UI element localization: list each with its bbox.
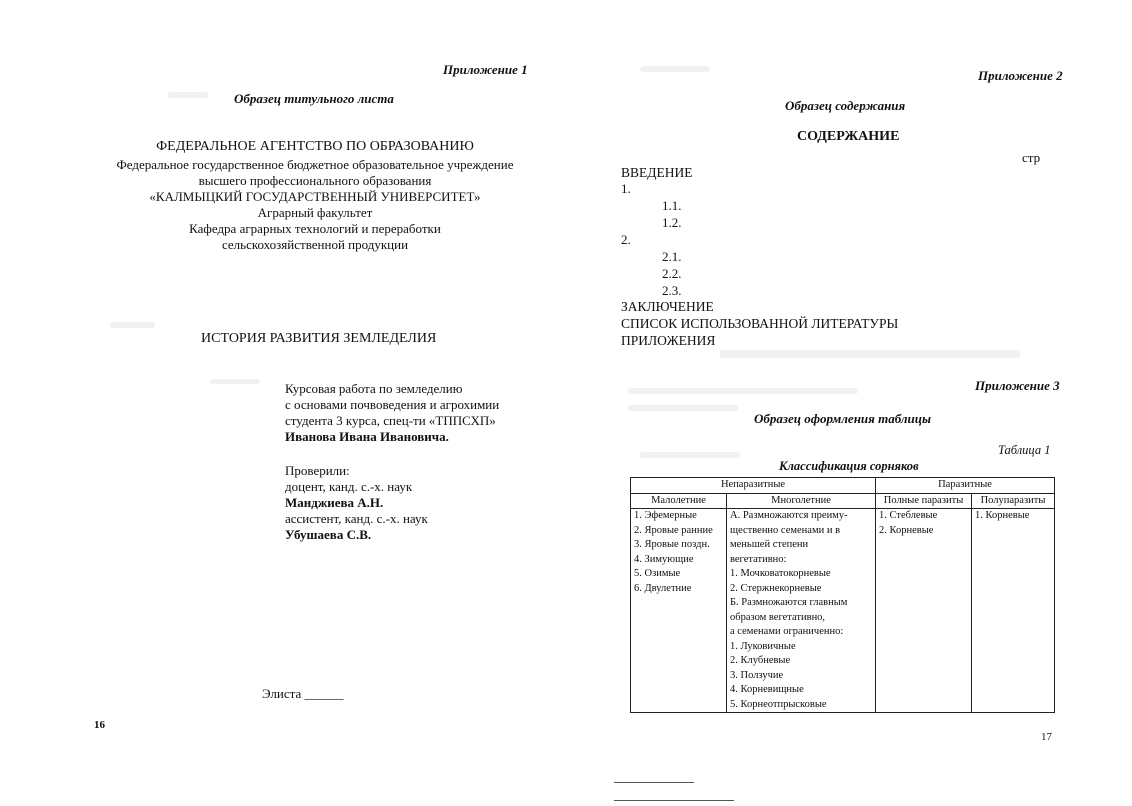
toc-item: 2. — [621, 232, 631, 247]
footnote-line — [614, 800, 734, 801]
cell-line: Б. Размножаются главным — [730, 597, 848, 608]
toc-item: 2.3. — [662, 283, 682, 298]
table-sample-title: Образец оформления таблицы — [754, 411, 932, 426]
contents-sample-title: Образец содержания — [785, 98, 906, 113]
cell-line: 2. Яровые ранние — [634, 524, 713, 536]
course-line: студента 3 курса, спец-ти «ТППСХП» — [285, 413, 496, 428]
cell-line: 5. Корнеотпрысковые — [730, 698, 827, 710]
page-column-label: стр — [1022, 150, 1041, 165]
contents-heading: СОДЕРЖАНИЕ — [797, 129, 900, 144]
table-column-header-row — [631, 493, 1055, 509]
header-line: «КАЛМЫЦКИЙ ГОСУДАРСТВЕННЫЙ УНИВЕРСИТЕТ» — [149, 189, 481, 204]
cell-line: 5. Озимые — [634, 568, 681, 579]
table-group-header-row — [631, 478, 1055, 494]
table-group-header: Непаразитные — [631, 478, 876, 494]
scan-smudge — [210, 379, 260, 384]
city-line — [262, 686, 344, 702]
cell-line: 1. Корневые — [975, 510, 1030, 521]
scan-smudge — [110, 322, 155, 328]
toc-item: ПРИЛОЖЕНИЯ — [621, 333, 716, 348]
toc-item: ВВЕДЕНИЕ — [621, 165, 693, 180]
table-column-header: Малолетние — [631, 493, 727, 509]
footnote-line — [614, 782, 694, 783]
work-title: ИСТОРИЯ РАЗВИТИЯ ЗЕМЛЕДЕЛИЯ — [201, 331, 437, 346]
scan-smudge — [168, 92, 208, 98]
page-number: 17 — [1041, 731, 1052, 743]
appendix-label: Приложение 2 — [978, 68, 1063, 83]
header-line: сельскохозяйственной продукции — [221, 237, 409, 252]
reviewer-role: доцент, канд. с.-х. наук — [285, 479, 413, 494]
course-line: с основами почвоведения и агрохимии — [285, 397, 500, 412]
toc-item: 1.2. — [662, 215, 682, 230]
cell-line: 1. Эфемерные — [634, 510, 697, 521]
table-cell-annual — [631, 509, 727, 713]
toc-item: ЗАКЛЮЧЕНИЕ — [621, 299, 714, 314]
cell-line: 2. Стержнекорневые — [730, 582, 822, 594]
scan-smudge — [720, 350, 1020, 358]
cell-line: 3. Яровые поздн. — [634, 539, 710, 550]
cell-line: вегетативно: — [730, 553, 787, 565]
table-column-header: Полупаразиты — [972, 493, 1055, 509]
toc-item: 1. — [621, 181, 631, 196]
cell-line: 2. Корневые — [879, 524, 934, 536]
cell-line: 4. Зимующие — [634, 553, 694, 565]
city-blank: ______ — [304, 686, 344, 701]
scan-smudge — [628, 405, 738, 411]
scan-smudge — [628, 388, 858, 394]
cell-line: А. Размножаются преиму- — [730, 510, 848, 521]
header-line: Кафедра аграрных технологий и переработки — [189, 221, 441, 236]
table-column-header: Многолетние — [727, 493, 876, 509]
reviewer-name: Манджиева А.Н. — [285, 495, 384, 510]
weeds-classification-table — [630, 477, 1055, 713]
toc-item: 2.1. — [662, 249, 682, 264]
page-number: 16 — [94, 719, 105, 731]
header-line: высшего профессионального образования — [198, 173, 432, 188]
cell-line: меньшей степени — [730, 539, 809, 550]
course-line: Курсовая работа по земледелию — [285, 381, 463, 396]
student-name: Иванова Ивана Ивановича. — [285, 429, 449, 444]
cell-line: щественно семенами и в — [730, 524, 841, 536]
checked-label: Проверили: — [285, 463, 350, 478]
cell-line: 2. Клубневые — [730, 655, 791, 666]
cell-line: образом вегетативно, — [730, 611, 826, 623]
toc-item: 1.1. — [662, 198, 682, 213]
scan-smudge — [640, 452, 740, 458]
table-cell-perennial — [727, 509, 876, 713]
appendix-label: Приложение 3 — [975, 378, 1060, 393]
reviewer-role: ассистент, канд. с.-х. наук — [285, 511, 428, 526]
toc-item: 2.2. — [662, 266, 682, 281]
city: Элиста — [262, 686, 302, 701]
cell-line: 3. Ползучие — [730, 669, 784, 681]
table-cell-semi-parasites — [972, 509, 1055, 713]
table-label: Таблица 1 — [998, 443, 1051, 457]
reviewer-name: Убушаева С.В. — [285, 527, 372, 542]
table-row — [631, 509, 1055, 713]
sample-title: Образец титульного листа — [234, 91, 394, 106]
table-cell-full-parasites — [876, 509, 972, 713]
header-line: Аграрный факультет — [257, 205, 373, 220]
table-caption: Классификация сорняков — [779, 459, 919, 473]
left-page — [0, 0, 560, 806]
header-line: Федеральное государственное бюджетное образовательное учреждение — [116, 157, 514, 172]
appendix-label: Приложение 1 — [443, 62, 528, 77]
toc-item: СПИСОК ИСПОЛЬЗОВАННОЙ ЛИТЕРАТУРЫ — [621, 316, 899, 331]
cell-line: а семенами ограниченно: — [730, 626, 844, 637]
cell-line: 1. Стеблевые — [879, 510, 938, 521]
table-column-header: Полные паразиты — [876, 493, 972, 509]
scan-smudge — [640, 66, 710, 72]
header-line: ФЕДЕРАЛЬНОЕ АГЕНТСТВО ПО ОБРАЗОВАНИЮ — [156, 139, 474, 154]
cell-line: 1. Мочковатокорневые — [730, 568, 831, 579]
cell-line: 4. Корневищные — [730, 684, 804, 695]
table-group-header: Паразитные — [876, 478, 1055, 494]
cell-line: 6. Двулетние — [634, 582, 692, 594]
cell-line: 1. Луковичные — [730, 640, 796, 652]
